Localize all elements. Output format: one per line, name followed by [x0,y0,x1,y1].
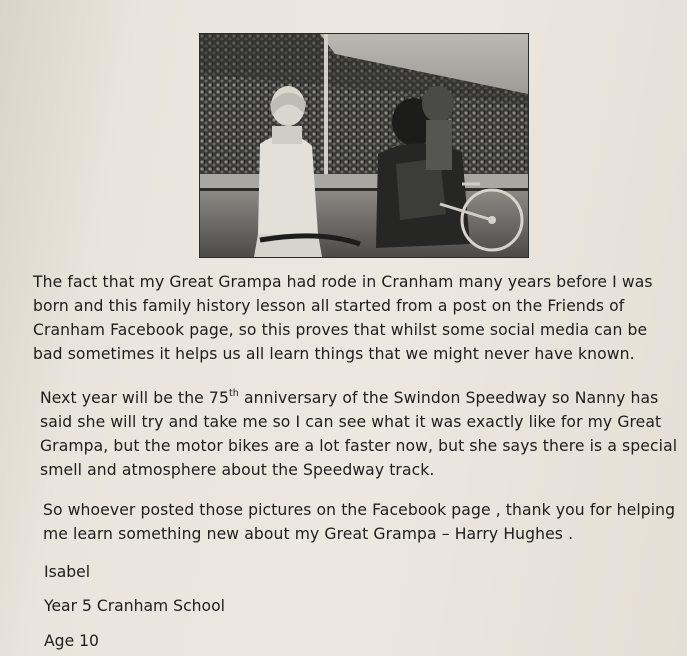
paragraph-1-line: Cranham Facebook page, so this proves that whilst some social media can be [33,321,648,339]
speedway-photo [199,33,529,258]
paragraph-1-line: bad sometimes it helps us all learn things that we might never have known. [33,345,635,363]
paragraph-2-line-start: Next year will be the 75 [40,389,229,407]
paragraph-3-line: me learn something new about my Great Grampa – Harry Hughes . [43,525,574,543]
paragraph-1-line: born and this family history lesson all started from a post on the Friends of [33,297,625,315]
paragraph-1 [33,270,663,366]
signature-age: Age 10 [44,632,99,650]
paragraph-2-line: Grampa, but the motor bikes are a lot faster now, but she says there is a special [40,437,678,455]
paragraph-3 [43,498,676,546]
paragraph-2-line [40,386,660,410]
paragraph-2-line-end: anniversary of the Swindon Speedway so Nanny has [238,389,659,407]
speedway-photo-image [200,34,528,257]
paragraph-2-line: said she will try and take me so I can see what it was exactly like for my Great [40,413,662,431]
paragraph-3-line: So whoever posted those pictures on the Facebook page , thank you for helping [43,501,676,519]
signature-school-year: Year 5 Cranham School [44,597,225,615]
signature-name: Isabel [44,563,91,581]
paragraph-2 [40,386,678,482]
ordinal-superscript: th [228,388,239,399]
paragraph-1-line: The fact that my Great Grampa had rode in Cranham many years before I was [33,273,653,291]
paragraph-2-line: smell and atmosphere about the Speedway track. [40,461,435,479]
